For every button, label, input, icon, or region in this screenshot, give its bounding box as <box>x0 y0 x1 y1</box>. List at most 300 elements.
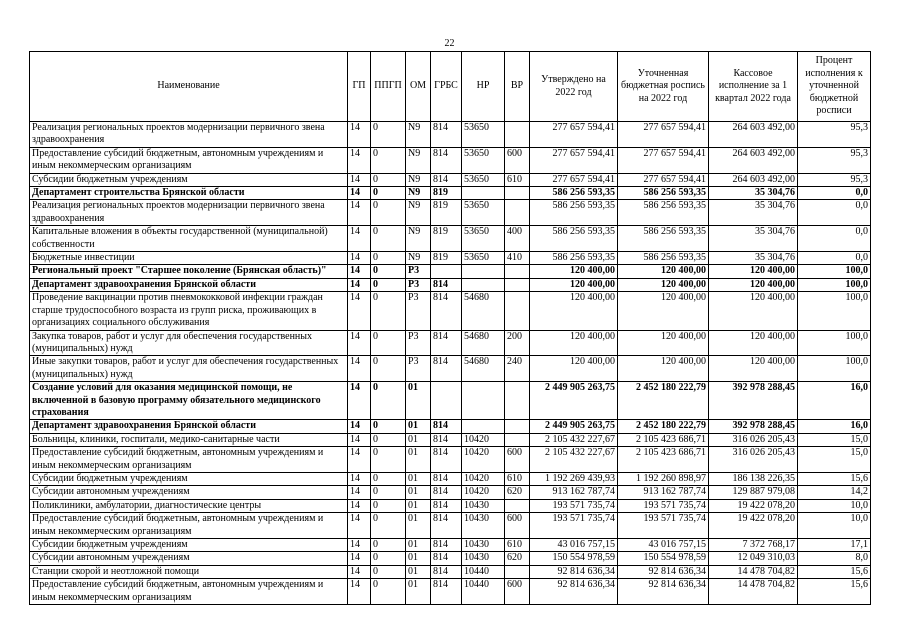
cell-percent: 15,6 <box>798 579 871 605</box>
cell-refined: 193 571 735,74 <box>618 513 709 539</box>
cell-refined: 92 814 636,34 <box>618 579 709 605</box>
cell-approved: 2 449 905 263,75 <box>530 420 618 433</box>
cell-gp: 14 <box>348 539 371 552</box>
cell-gp: 14 <box>348 513 371 539</box>
cell-refined: 2 105 423 686,71 <box>618 433 709 446</box>
cell-percent: 15,6 <box>798 565 871 578</box>
cell-name: Поликлиники, амбулатории, диагностические центры <box>30 499 348 512</box>
cell-refined: 913 162 787,74 <box>618 486 709 499</box>
cell-grbs: 814 <box>431 472 462 485</box>
cell-percent: 15,0 <box>798 433 871 446</box>
cell-percent: 95,3 <box>798 122 871 148</box>
cell-om: P3 <box>406 265 431 278</box>
table-row <box>30 292 871 330</box>
cell-vr: 610 <box>505 173 530 186</box>
cell-grbs <box>431 265 462 278</box>
cell-percent: 95,3 <box>798 147 871 173</box>
cell-gp: 14 <box>348 447 371 473</box>
cell-name: Департамент здравоохранения Брянской области <box>30 278 348 291</box>
table-row <box>30 147 871 173</box>
cell-nr: 54680 <box>462 356 505 382</box>
cell-nr: 53650 <box>462 252 505 265</box>
cell-approved: 120 400,00 <box>530 265 618 278</box>
cell-gp: 14 <box>348 356 371 382</box>
cell-nr: 10430 <box>462 499 505 512</box>
cell-approved: 277 657 594,41 <box>530 147 618 173</box>
cell-approved: 586 256 593,35 <box>530 200 618 226</box>
cell-approved: 277 657 594,41 <box>530 173 618 186</box>
cell-name: Предоставление субсидий бюджетным, автономным учреждениям и иным некоммерческим организациям <box>30 447 348 473</box>
table-row <box>30 447 871 473</box>
cell-approved: 277 657 594,41 <box>530 122 618 148</box>
cell-nr: 10420 <box>462 472 505 485</box>
cell-name: Департамент строительства Брянской области <box>30 187 348 200</box>
cell-cash: 120 400,00 <box>709 292 798 330</box>
cell-refined: 193 571 735,74 <box>618 499 709 512</box>
cell-refined: 586 256 593,35 <box>618 187 709 200</box>
cell-approved: 586 256 593,35 <box>530 226 618 252</box>
cell-percent: 100,0 <box>798 356 871 382</box>
cell-percent: 95,3 <box>798 173 871 186</box>
cell-gp: 14 <box>348 173 371 186</box>
cell-percent: 15,0 <box>798 447 871 473</box>
cell-refined: 120 400,00 <box>618 278 709 291</box>
cell-vr: 200 <box>505 330 530 356</box>
cell-om: N9 <box>406 226 431 252</box>
cell-cash: 120 400,00 <box>709 265 798 278</box>
cell-refined: 586 256 593,35 <box>618 226 709 252</box>
cell-om: N9 <box>406 200 431 226</box>
cell-om: 01 <box>406 472 431 485</box>
cell-vr: 240 <box>505 356 530 382</box>
column-header-approved: Утверждено на 2022 год <box>530 52 618 122</box>
cell-gp: 14 <box>348 252 371 265</box>
cell-gp: 14 <box>348 382 371 420</box>
cell-name: Предоставление субсидий бюджетным, автономным учреждениям и иным некоммерческим организациям <box>30 513 348 539</box>
cell-nr <box>462 265 505 278</box>
cell-nr: 54680 <box>462 292 505 330</box>
cell-om: 01 <box>406 565 431 578</box>
cell-grbs: 819 <box>431 252 462 265</box>
cell-ppgp: 0 <box>371 147 406 173</box>
cell-vr: 620 <box>505 552 530 565</box>
cell-vr: 400 <box>505 226 530 252</box>
cell-grbs: 814 <box>431 499 462 512</box>
cell-ppgp: 0 <box>371 252 406 265</box>
cell-approved: 913 162 787,74 <box>530 486 618 499</box>
cell-grbs: 814 <box>431 278 462 291</box>
cell-cash: 35 304,76 <box>709 252 798 265</box>
cell-approved: 2 105 432 227,67 <box>530 447 618 473</box>
cell-gp: 14 <box>348 486 371 499</box>
cell-ppgp: 0 <box>371 499 406 512</box>
cell-name: Создание условий для оказания медицинской помощи, не включенной в базовую программу обязательного медицинского страхования <box>30 382 348 420</box>
cell-refined: 150 554 978,59 <box>618 552 709 565</box>
cell-gp: 14 <box>348 552 371 565</box>
cell-grbs: 814 <box>431 420 462 433</box>
cell-approved: 193 571 735,74 <box>530 513 618 539</box>
cell-vr <box>505 187 530 200</box>
cell-om: 01 <box>406 552 431 565</box>
cell-name: Субсидии автономным учреждениям <box>30 486 348 499</box>
cell-grbs: 814 <box>431 433 462 446</box>
cell-cash: 35 304,76 <box>709 200 798 226</box>
cell-om: P3 <box>406 330 431 356</box>
column-header-refined: Уточненная бюджетная роспись на 2022 год <box>618 52 709 122</box>
cell-refined: 2 105 423 686,71 <box>618 447 709 473</box>
cell-nr: 10430 <box>462 552 505 565</box>
table-row <box>30 499 871 512</box>
cell-cash: 129 887 979,08 <box>709 486 798 499</box>
cell-om: N9 <box>406 187 431 200</box>
cell-percent: 0,0 <box>798 187 871 200</box>
cell-ppgp: 0 <box>371 292 406 330</box>
cell-ppgp: 0 <box>371 579 406 605</box>
cell-vr <box>505 278 530 291</box>
cell-percent: 100,0 <box>798 330 871 356</box>
cell-vr: 410 <box>505 252 530 265</box>
cell-name: Департамент здравоохранения Брянской области <box>30 420 348 433</box>
cell-ppgp: 0 <box>371 226 406 252</box>
cell-name: Субсидии бюджетным учреждениям <box>30 472 348 485</box>
cell-nr: 54680 <box>462 330 505 356</box>
column-header-gp: ГП <box>348 52 371 122</box>
cell-ppgp: 0 <box>371 356 406 382</box>
column-header-nr: НР <box>462 52 505 122</box>
cell-name: Проведение вакцинации против пневмококковой инфекции граждан старше трудоспособного возраста из групп риска, проживающих в организациях социального обслуживания <box>30 292 348 330</box>
cell-grbs: 814 <box>431 486 462 499</box>
table-row <box>30 579 871 605</box>
cell-vr <box>505 499 530 512</box>
cell-name: Капитальные вложения в объекты государственной (муниципальной) собственности <box>30 226 348 252</box>
cell-name: Закупка товаров, работ и услуг для обеспечения государственных (муниципальных) нужд <box>30 330 348 356</box>
cell-om: 01 <box>406 433 431 446</box>
table-row <box>30 122 871 148</box>
cell-approved: 2 105 432 227,67 <box>530 433 618 446</box>
cell-percent: 16,0 <box>798 420 871 433</box>
cell-ppgp: 0 <box>371 513 406 539</box>
cell-om: 01 <box>406 382 431 420</box>
cell-nr: 10420 <box>462 433 505 446</box>
column-header-vr: ВР <box>505 52 530 122</box>
cell-nr <box>462 187 505 200</box>
cell-name: Реализация региональных проектов модернизации первичного звена здравоохранения <box>30 122 348 148</box>
table-row <box>30 265 871 278</box>
cell-grbs <box>431 382 462 420</box>
cell-cash: 264 603 492,00 <box>709 122 798 148</box>
cell-cash: 316 026 205,43 <box>709 433 798 446</box>
cell-nr: 53650 <box>462 226 505 252</box>
cell-cash: 186 138 226,35 <box>709 472 798 485</box>
cell-ppgp: 0 <box>371 552 406 565</box>
cell-gp: 14 <box>348 122 371 148</box>
cell-ppgp: 0 <box>371 433 406 446</box>
cell-gp: 14 <box>348 265 371 278</box>
page-number: 22 <box>444 38 455 49</box>
table-row <box>30 433 871 446</box>
cell-cash: 392 978 288,45 <box>709 420 798 433</box>
cell-approved: 193 571 735,74 <box>530 499 618 512</box>
table-row <box>30 486 871 499</box>
cell-nr: 10420 <box>462 447 505 473</box>
cell-cash: 19 422 078,20 <box>709 513 798 539</box>
table-row <box>30 420 871 433</box>
cell-nr: 53650 <box>462 122 505 148</box>
cell-percent: 8,0 <box>798 552 871 565</box>
cell-nr <box>462 382 505 420</box>
cell-vr <box>505 122 530 148</box>
cell-om: 01 <box>406 513 431 539</box>
cell-grbs: 814 <box>431 292 462 330</box>
cell-ppgp: 0 <box>371 173 406 186</box>
cell-nr: 53650 <box>462 200 505 226</box>
cell-om: N9 <box>406 147 431 173</box>
cell-om: P3 <box>406 292 431 330</box>
cell-nr <box>462 420 505 433</box>
cell-om: N9 <box>406 173 431 186</box>
cell-vr <box>505 265 530 278</box>
cell-name: Региональный проект "Старшее поколение (Брянская область)" <box>30 265 348 278</box>
column-header-percent: Процент исполнения к уточненной бюджетной росписи <box>798 52 871 122</box>
cell-approved: 120 400,00 <box>530 356 618 382</box>
table-row <box>30 330 871 356</box>
cell-refined: 2 452 180 222,79 <box>618 382 709 420</box>
cell-percent: 0,0 <box>798 200 871 226</box>
cell-om: 01 <box>406 499 431 512</box>
cell-cash: 316 026 205,43 <box>709 447 798 473</box>
cell-ppgp: 0 <box>371 486 406 499</box>
cell-vr <box>505 382 530 420</box>
cell-percent: 100,0 <box>798 265 871 278</box>
cell-refined: 120 400,00 <box>618 356 709 382</box>
table-row <box>30 382 871 420</box>
cell-nr: 10440 <box>462 579 505 605</box>
cell-percent: 15,6 <box>798 472 871 485</box>
cell-vr: 600 <box>505 447 530 473</box>
cell-om: 01 <box>406 420 431 433</box>
table-row <box>30 539 871 552</box>
cell-name: Бюджетные инвестиции <box>30 252 348 265</box>
cell-cash: 120 400,00 <box>709 330 798 356</box>
cell-vr: 600 <box>505 147 530 173</box>
cell-percent: 100,0 <box>798 292 871 330</box>
cell-om: P3 <box>406 278 431 291</box>
cell-name: Предоставление субсидий бюджетным, автономным учреждениям и иным некоммерческим организациям <box>30 579 348 605</box>
cell-refined: 277 657 594,41 <box>618 122 709 148</box>
cell-ppgp: 0 <box>371 447 406 473</box>
cell-name: Станции скорой и неотложной помощи <box>30 565 348 578</box>
table-row <box>30 187 871 200</box>
cell-gp: 14 <box>348 278 371 291</box>
cell-approved: 120 400,00 <box>530 330 618 356</box>
cell-vr <box>505 200 530 226</box>
cell-cash: 264 603 492,00 <box>709 147 798 173</box>
cell-nr: 10420 <box>462 486 505 499</box>
cell-approved: 150 554 978,59 <box>530 552 618 565</box>
cell-approved: 2 449 905 263,75 <box>530 382 618 420</box>
cell-nr: 10440 <box>462 565 505 578</box>
cell-gp: 14 <box>348 292 371 330</box>
cell-ppgp: 0 <box>371 420 406 433</box>
cell-cash: 12 049 310,03 <box>709 552 798 565</box>
cell-grbs: 814 <box>431 122 462 148</box>
cell-cash: 35 304,76 <box>709 187 798 200</box>
cell-approved: 1 192 269 439,93 <box>530 472 618 485</box>
table-row <box>30 513 871 539</box>
cell-grbs: 814 <box>431 513 462 539</box>
cell-name: Иные закупки товаров, работ и услуг для обеспечения государственных (муниципальных) нужд <box>30 356 348 382</box>
cell-ppgp: 0 <box>371 278 406 291</box>
table-row <box>30 565 871 578</box>
cell-refined: 92 814 636,34 <box>618 565 709 578</box>
column-header-cash: Кассовое исполнение за 1 квартал 2022 года <box>709 52 798 122</box>
cell-om: P3 <box>406 356 431 382</box>
cell-vr <box>505 292 530 330</box>
table-row <box>30 356 871 382</box>
cell-om: 01 <box>406 486 431 499</box>
cell-ppgp: 0 <box>371 382 406 420</box>
table-body <box>30 122 871 605</box>
cell-percent: 14,2 <box>798 486 871 499</box>
cell-grbs: 814 <box>431 539 462 552</box>
cell-approved: 92 814 636,34 <box>530 579 618 605</box>
table-row <box>30 173 871 186</box>
cell-name: Субсидии бюджетным учреждениям <box>30 173 348 186</box>
cell-vr: 600 <box>505 579 530 605</box>
cell-cash: 264 603 492,00 <box>709 173 798 186</box>
cell-name: Предоставление субсидий бюджетным, автономным учреждениям и иным некоммерческим организациям <box>30 147 348 173</box>
cell-name: Субсидии автономным учреждениям <box>30 552 348 565</box>
cell-grbs: 814 <box>431 173 462 186</box>
cell-gp: 14 <box>348 147 371 173</box>
cell-cash: 19 422 078,20 <box>709 499 798 512</box>
cell-nr <box>462 278 505 291</box>
cell-cash: 14 478 704,82 <box>709 565 798 578</box>
cell-vr: 610 <box>505 472 530 485</box>
cell-gp: 14 <box>348 420 371 433</box>
cell-vr <box>505 565 530 578</box>
cell-percent: 17,1 <box>798 539 871 552</box>
cell-gp: 14 <box>348 579 371 605</box>
cell-nr: 53650 <box>462 173 505 186</box>
table-row <box>30 472 871 485</box>
cell-vr <box>505 420 530 433</box>
cell-vr: 620 <box>505 486 530 499</box>
table-row <box>30 278 871 291</box>
cell-gp: 14 <box>348 330 371 356</box>
table-row <box>30 226 871 252</box>
cell-percent: 10,0 <box>798 499 871 512</box>
cell-nr: 10430 <box>462 513 505 539</box>
cell-ppgp: 0 <box>371 187 406 200</box>
cell-cash: 120 400,00 <box>709 278 798 291</box>
cell-ppgp: 0 <box>371 200 406 226</box>
cell-approved: 92 814 636,34 <box>530 565 618 578</box>
cell-grbs: 814 <box>431 447 462 473</box>
cell-cash: 392 978 288,45 <box>709 382 798 420</box>
cell-cash: 35 304,76 <box>709 226 798 252</box>
cell-gp: 14 <box>348 565 371 578</box>
cell-grbs: 819 <box>431 200 462 226</box>
cell-om: 01 <box>406 447 431 473</box>
cell-refined: 277 657 594,41 <box>618 147 709 173</box>
table-header-row <box>30 52 871 122</box>
cell-cash: 14 478 704,82 <box>709 579 798 605</box>
cell-grbs: 814 <box>431 147 462 173</box>
cell-ppgp: 0 <box>371 472 406 485</box>
table-row <box>30 552 871 565</box>
cell-name: Больницы, клиники, госпитали, медико-санитарные части <box>30 433 348 446</box>
column-header-grbs: ГРБС <box>431 52 462 122</box>
cell-approved: 43 016 757,15 <box>530 539 618 552</box>
cell-gp: 14 <box>348 499 371 512</box>
cell-nr: 10430 <box>462 539 505 552</box>
cell-refined: 43 016 757,15 <box>618 539 709 552</box>
cell-grbs: 814 <box>431 330 462 356</box>
cell-refined: 277 657 594,41 <box>618 173 709 186</box>
cell-refined: 2 452 180 222,79 <box>618 420 709 433</box>
cell-grbs: 814 <box>431 552 462 565</box>
cell-approved: 120 400,00 <box>530 292 618 330</box>
cell-ppgp: 0 <box>371 122 406 148</box>
cell-ppgp: 0 <box>371 265 406 278</box>
cell-percent: 10,0 <box>798 513 871 539</box>
table-row <box>30 252 871 265</box>
cell-refined: 120 400,00 <box>618 292 709 330</box>
cell-refined: 1 192 260 898,97 <box>618 472 709 485</box>
cell-grbs: 814 <box>431 579 462 605</box>
cell-gp: 14 <box>348 187 371 200</box>
cell-gp: 14 <box>348 226 371 252</box>
table-row <box>30 200 871 226</box>
cell-cash: 7 372 768,17 <box>709 539 798 552</box>
cell-nr: 53650 <box>462 147 505 173</box>
cell-approved: 586 256 593,35 <box>530 187 618 200</box>
cell-ppgp: 0 <box>371 539 406 552</box>
cell-approved: 586 256 593,35 <box>530 252 618 265</box>
cell-cash: 120 400,00 <box>709 356 798 382</box>
cell-om: 01 <box>406 539 431 552</box>
cell-grbs: 819 <box>431 226 462 252</box>
column-header-ppgp: ППГП <box>371 52 406 122</box>
cell-refined: 586 256 593,35 <box>618 252 709 265</box>
cell-gp: 14 <box>348 472 371 485</box>
cell-name: Субсидии бюджетным учреждениям <box>30 539 348 552</box>
cell-name: Реализация региональных проектов модернизации первичного звена здравоохранения <box>30 200 348 226</box>
cell-grbs: 819 <box>431 187 462 200</box>
cell-om: N9 <box>406 122 431 148</box>
cell-refined: 586 256 593,35 <box>618 200 709 226</box>
cell-percent: 16,0 <box>798 382 871 420</box>
cell-percent: 100,0 <box>798 278 871 291</box>
cell-percent: 0,0 <box>798 226 871 252</box>
cell-vr: 600 <box>505 513 530 539</box>
column-header-name: Наименование <box>30 52 348 122</box>
cell-vr <box>505 433 530 446</box>
cell-vr: 610 <box>505 539 530 552</box>
cell-refined: 120 400,00 <box>618 330 709 356</box>
cell-gp: 14 <box>348 433 371 446</box>
cell-grbs: 814 <box>431 565 462 578</box>
cell-grbs: 814 <box>431 356 462 382</box>
cell-refined: 120 400,00 <box>618 265 709 278</box>
cell-ppgp: 0 <box>371 565 406 578</box>
cell-percent: 0,0 <box>798 252 871 265</box>
cell-gp: 14 <box>348 200 371 226</box>
cell-approved: 120 400,00 <box>530 278 618 291</box>
cell-om: N9 <box>406 252 431 265</box>
cell-om: 01 <box>406 579 431 605</box>
